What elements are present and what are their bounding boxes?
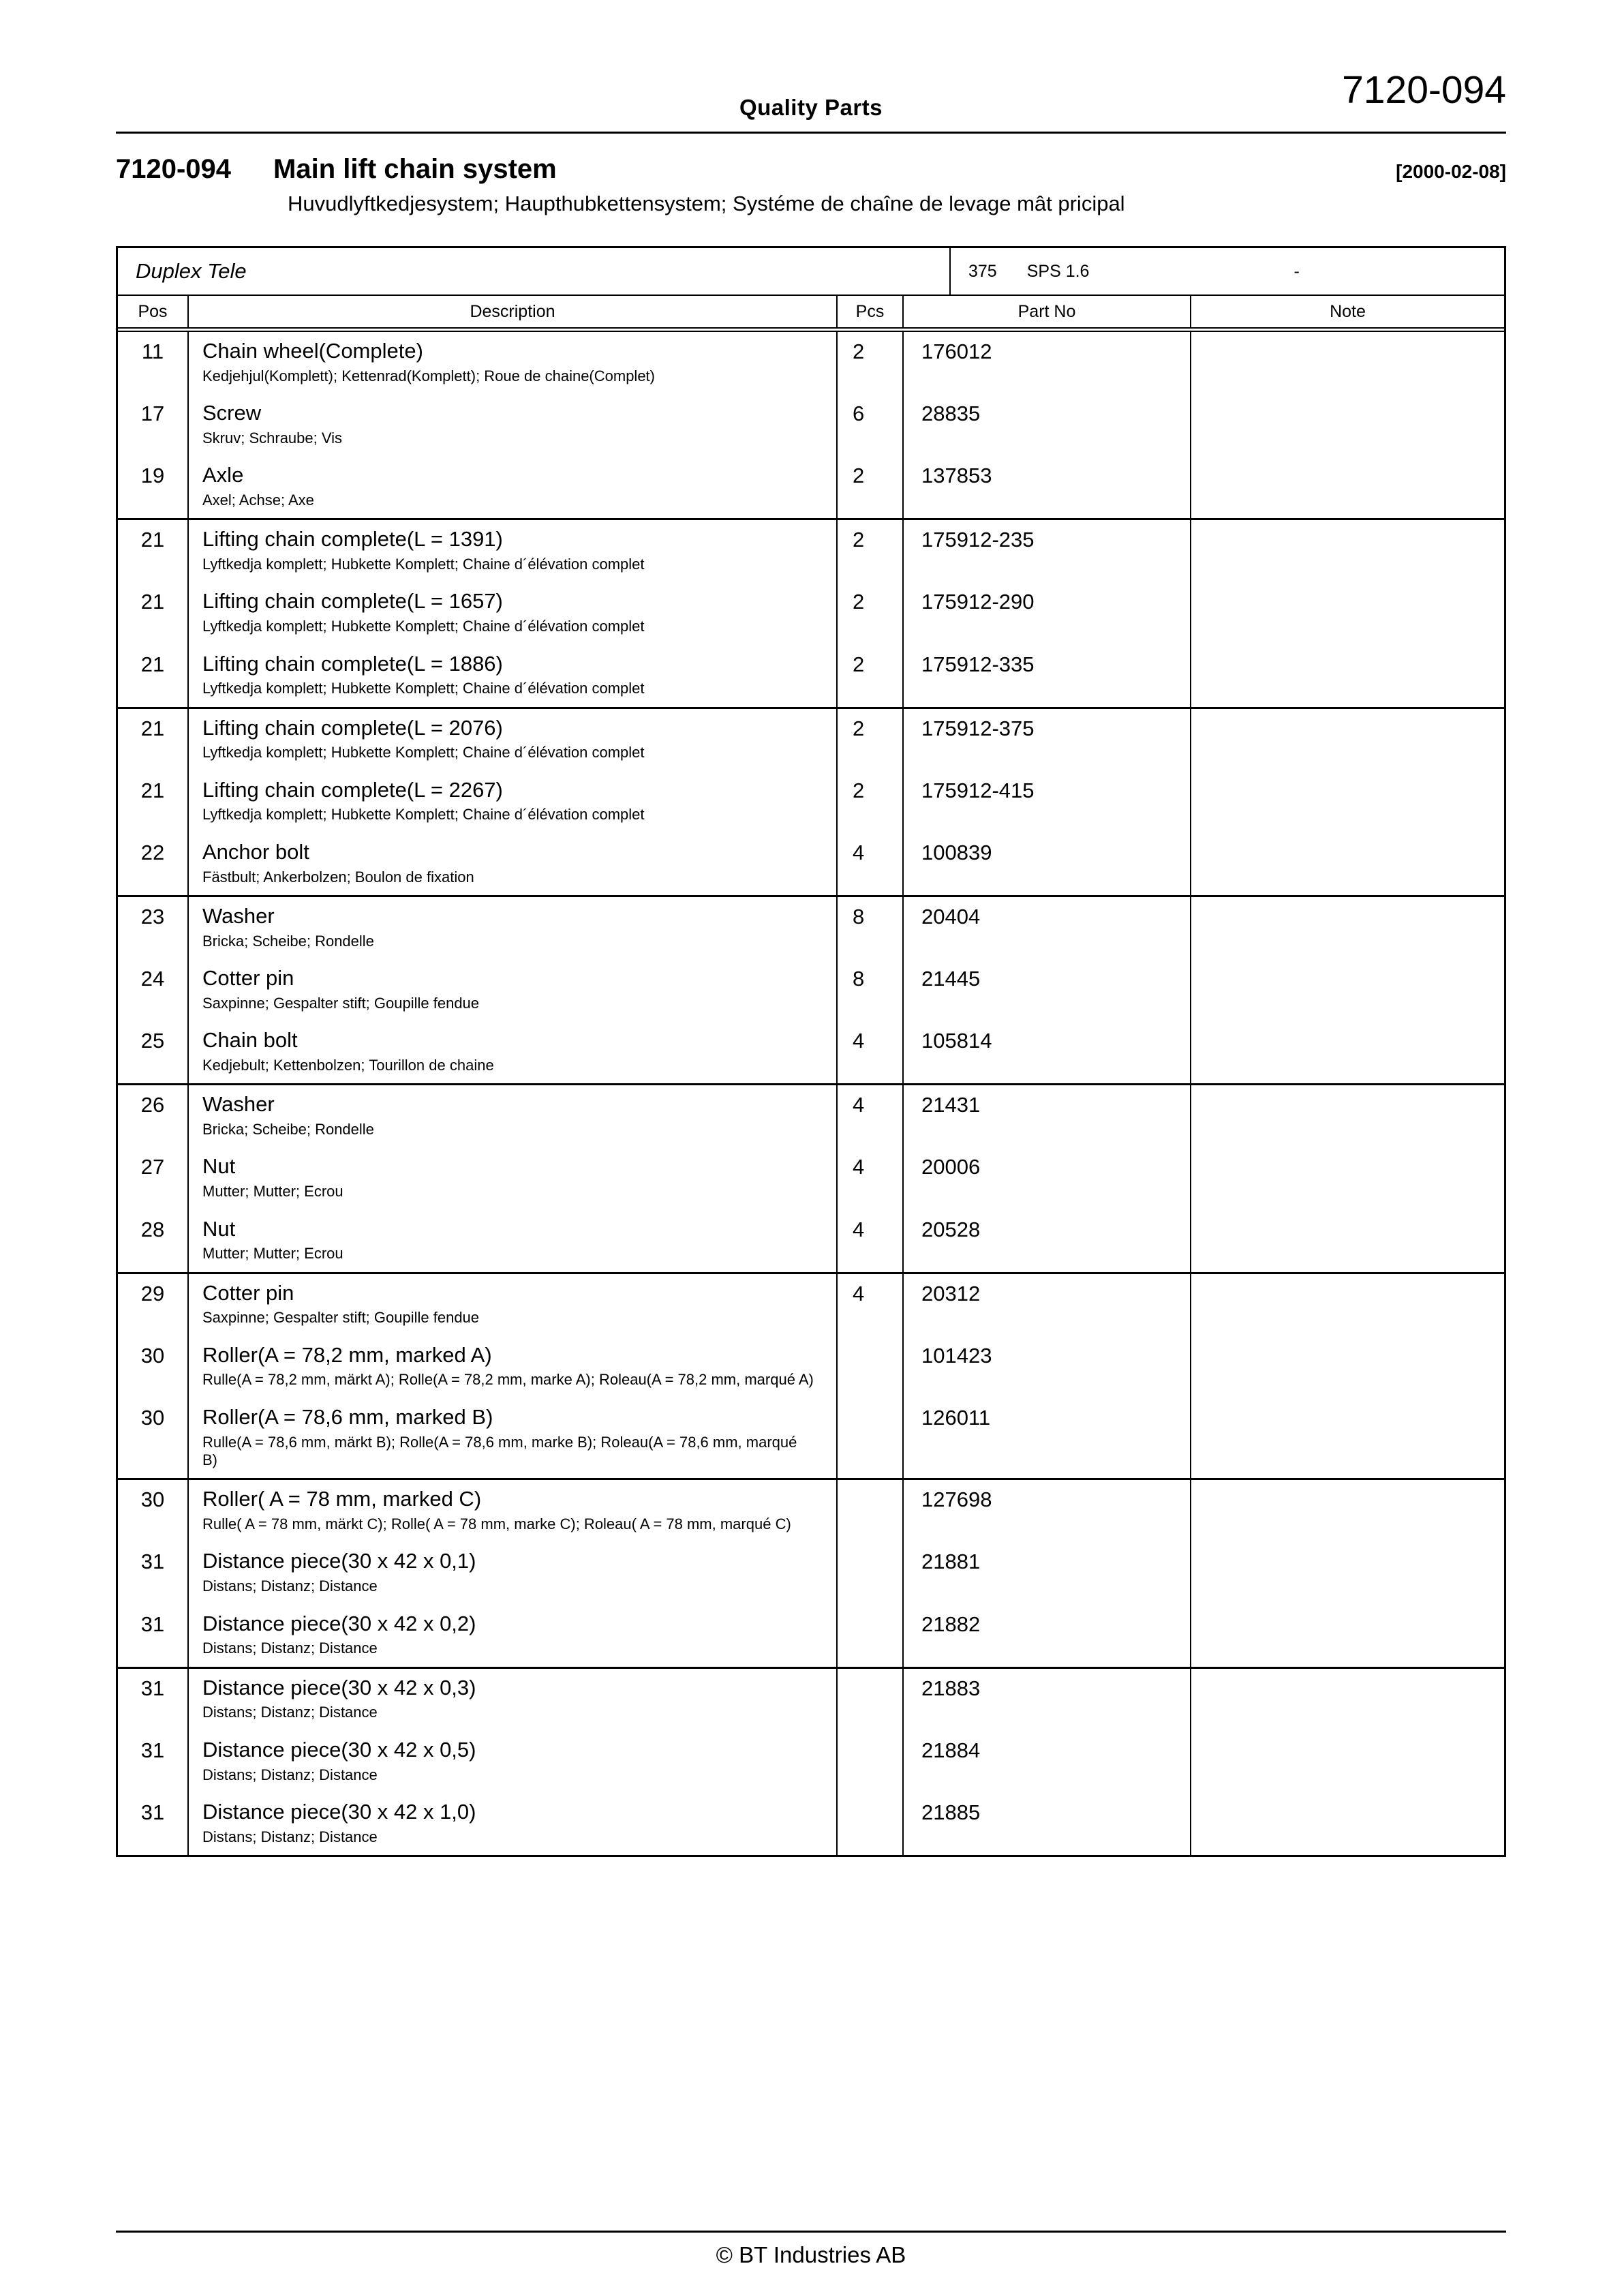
note-cell [1190, 1731, 1504, 1793]
pcs-cell: 4 [836, 1085, 902, 1147]
table-row [118, 1480, 1504, 1542]
table-row [118, 1793, 1504, 1855]
pos-cell: 30 [140, 1405, 165, 1430]
page-header [116, 0, 1506, 134]
page-title: Main lift chain system [273, 154, 557, 184]
table-row [118, 394, 1504, 456]
description-cell [187, 1793, 836, 1855]
note-cell [1190, 709, 1504, 771]
row-group [118, 1274, 1504, 1481]
note-cell [1190, 897, 1504, 959]
note-cell [1190, 1542, 1504, 1604]
column-header-pcs: Pcs [836, 296, 902, 327]
pos-cell: 31 [140, 1550, 165, 1574]
description-cell [187, 1210, 836, 1272]
description-main: Washer [202, 903, 275, 928]
partno-cell: 21885 [902, 1793, 1190, 1855]
row-group [118, 1480, 1504, 1668]
note-cell [1190, 1274, 1504, 1336]
description-main: Chain wheel(Complete) [202, 339, 423, 363]
table-row [118, 456, 1504, 518]
description-main: Roller(A = 78,6 mm, marked B) [202, 1404, 493, 1429]
note-cell [1190, 456, 1504, 518]
table-row [118, 645, 1504, 707]
description-cell [187, 394, 836, 456]
pcs-cell: 6 [836, 394, 902, 456]
note-cell [1190, 1398, 1504, 1479]
title-doc-number: 7120-094 [116, 154, 232, 184]
note-cell [1190, 332, 1504, 394]
page-footer [116, 2231, 1506, 2268]
note-cell [1190, 1021, 1504, 1083]
partno-cell: 175912-415 [902, 771, 1190, 833]
note-cell [1190, 833, 1504, 895]
description-main: Screw [202, 401, 262, 425]
pos-cell: 31 [140, 1738, 165, 1762]
description-main: Lifting chain complete(L = 1886) [202, 651, 503, 676]
partno-cell: 105814 [902, 1021, 1190, 1083]
description-sub: Lyftkedja komplett; Hubkette Komplett; Chaine d´élévation complet [202, 680, 645, 697]
partno-cell: 20404 [902, 897, 1190, 959]
partno-cell: 175912-235 [902, 520, 1190, 582]
table-row [118, 959, 1504, 1021]
table-row [118, 709, 1504, 771]
description-cell [187, 1669, 836, 1731]
pos-cell: 30 [140, 1487, 165, 1512]
description-main: Lifting chain complete(L = 2267) [202, 777, 503, 802]
pcs-cell: 2 [836, 771, 902, 833]
description-cell [187, 520, 836, 582]
description-main: Washer [202, 1092, 275, 1117]
note-cell [1190, 959, 1504, 1021]
description-main: Chain bolt [202, 1028, 298, 1053]
note-cell [1190, 394, 1504, 456]
table-row [118, 1398, 1504, 1479]
pcs-cell: 4 [836, 1021, 902, 1083]
pos-cell: 29 [140, 1281, 165, 1305]
pcs-cell [836, 1336, 902, 1398]
pcs-cell: 8 [836, 959, 902, 1021]
description-main: Anchor bolt [202, 839, 309, 864]
row-group [118, 332, 1504, 520]
note-cell [1190, 520, 1504, 582]
pcs-cell: 4 [836, 1210, 902, 1272]
column-header-partno: Part No [902, 296, 1190, 327]
pos-cell: 31 [140, 1676, 165, 1700]
pos-cell: 21 [140, 590, 165, 614]
description-sub: Distans; Distanz; Distance [202, 1766, 378, 1783]
pcs-cell [836, 1398, 902, 1479]
spec-cell [949, 248, 1504, 294]
description-main: Distance piece(30 x 42 x 0,3) [202, 1675, 476, 1700]
column-header-row [118, 296, 1504, 332]
row-group [118, 897, 1504, 1085]
title-row [116, 154, 1506, 185]
spec-code: 375 [968, 261, 997, 281]
pos-cell: 27 [140, 1155, 165, 1179]
table-row [118, 1147, 1504, 1209]
pcs-cell [836, 1542, 902, 1604]
pcs-cell [836, 1793, 902, 1855]
description-cell [187, 1542, 836, 1604]
description-cell [187, 833, 836, 895]
table-row [118, 520, 1504, 582]
partno-cell: 21883 [902, 1669, 1190, 1731]
description-sub: Rulle( A = 78 mm, märkt C); Rolle( A = 78 mm, marke C); Roleau( A = 78 mm, marqué C) [202, 1515, 791, 1533]
description-sub: Mutter; Mutter; Ecrou [202, 1245, 343, 1263]
description-sub: Lyftkedja komplett; Hubkette Komplett; Chaine d´élévation complet [202, 618, 645, 635]
partno-cell: 21882 [902, 1605, 1190, 1667]
pcs-cell: 2 [836, 709, 902, 771]
note-cell [1190, 1210, 1504, 1272]
pos-cell: 25 [140, 1029, 165, 1053]
description-cell [187, 1021, 836, 1083]
pos-cell: 21 [140, 778, 165, 802]
pos-cell: 23 [140, 904, 165, 928]
description-cell [187, 332, 836, 394]
description-sub: Rulle(A = 78,6 mm, märkt B); Rolle(A = 78,6 mm, marke B); Roleau(A = 78,6 mm, marqué B) [202, 1433, 797, 1468]
description-sub: Lyftkedja komplett; Hubkette Komplett; Chaine d´élévation complet [202, 744, 645, 761]
description-main: Lifting chain complete(L = 1657) [202, 589, 503, 614]
table-row [118, 1542, 1504, 1604]
note-cell [1190, 645, 1504, 707]
note-cell [1190, 1147, 1504, 1209]
description-sub: Distans; Distanz; Distance [202, 1704, 378, 1721]
pos-cell: 31 [140, 1612, 165, 1636]
description-sub: Distans; Distanz; Distance [202, 1828, 378, 1845]
doc-number-top: 7120-094 [1342, 68, 1506, 112]
description-cell [187, 1336, 836, 1398]
pcs-cell: 4 [836, 1147, 902, 1209]
description-cell [187, 1398, 836, 1479]
table-row [118, 582, 1504, 644]
pos-cell: 28 [140, 1217, 165, 1241]
partno-cell: 28835 [902, 394, 1190, 456]
partno-cell: 20528 [902, 1210, 1190, 1272]
description-main: Nut [202, 1216, 236, 1241]
description-main: Lifting chain complete(L = 1391) [202, 527, 503, 552]
table-row [118, 833, 1504, 895]
description-sub: Distans; Distanz; Distance [202, 1577, 378, 1595]
description-main: Distance piece(30 x 42 x 0,1) [202, 1549, 476, 1573]
description-main: Roller( A = 78 mm, marked C) [202, 1487, 482, 1511]
partno-cell: 101423 [902, 1336, 1190, 1398]
pcs-cell: 4 [836, 833, 902, 895]
description-cell [187, 1480, 836, 1542]
pos-cell: 26 [140, 1093, 165, 1117]
partno-cell: 21881 [902, 1542, 1190, 1604]
description-cell [187, 582, 836, 644]
pos-cell: 21 [140, 716, 165, 740]
pcs-cell [836, 1731, 902, 1793]
description-cell [187, 645, 836, 707]
description-sub: Axel; Achse; Axe [202, 491, 314, 509]
pos-cell: 11 [141, 339, 164, 363]
table-row [118, 1210, 1504, 1272]
pos-cell: 21 [140, 652, 165, 676]
description-cell [187, 456, 836, 518]
column-header-note: Note [1190, 296, 1504, 327]
spec-version: SPS 1.6 [1026, 261, 1090, 281]
table-body [118, 332, 1504, 1855]
description-cell [187, 1274, 836, 1336]
note-cell [1190, 1669, 1504, 1731]
note-cell [1190, 1793, 1504, 1855]
page-subtitle: Huvudlyftkedjesystem; Haupthubkettensystem; Systéme de chaîne de levage mât pricipal [288, 192, 1125, 215]
spec-dash: - [1294, 261, 1300, 281]
description-cell [187, 959, 836, 1021]
description-cell [187, 709, 836, 771]
model-row [118, 248, 1504, 296]
table-row [118, 897, 1504, 959]
column-header-pos: Pos [138, 301, 168, 321]
note-cell [1190, 1085, 1504, 1147]
description-sub: Fästbult; Ankerbolzen; Boulon de fixation [202, 868, 474, 886]
note-cell [1190, 582, 1504, 644]
partno-cell: 127698 [902, 1480, 1190, 1542]
partno-cell: 100839 [902, 833, 1190, 895]
description-sub: Distans; Distanz; Distance [202, 1640, 378, 1657]
model-name: Duplex Tele [136, 259, 247, 283]
table-row [118, 1085, 1504, 1147]
table-row [118, 1605, 1504, 1667]
pcs-cell [836, 1480, 902, 1542]
table-row [118, 1021, 1504, 1083]
note-cell [1190, 1480, 1504, 1542]
partno-cell: 175912-335 [902, 645, 1190, 707]
table-row [118, 1669, 1504, 1731]
pos-cell: 31 [140, 1800, 165, 1824]
note-cell [1190, 1605, 1504, 1667]
pcs-cell [836, 1669, 902, 1731]
description-main: Distance piece(30 x 42 x 0,5) [202, 1737, 476, 1762]
description-main: Distance piece(30 x 42 x 1,0) [202, 1799, 476, 1824]
pos-cell: 19 [140, 464, 165, 488]
description-sub: Lyftkedja komplett; Hubkette Komplett; Chaine d´élévation complet [202, 556, 645, 573]
description-sub: Saxpinne; Gespalter stift; Goupille fendue [202, 1309, 480, 1327]
pcs-cell: 2 [836, 456, 902, 518]
partno-cell: 126011 [902, 1398, 1190, 1479]
description-sub: Bricka; Scheibe; Rondelle [202, 932, 374, 950]
note-cell [1190, 1336, 1504, 1398]
table-row [118, 1274, 1504, 1336]
partno-cell: 175912-290 [902, 582, 1190, 644]
description-main: Cotter pin [202, 1280, 294, 1305]
partno-cell: 20006 [902, 1147, 1190, 1209]
description-sub: Bricka; Scheibe; Rondelle [202, 1121, 374, 1138]
description-cell [187, 897, 836, 959]
row-group [118, 520, 1504, 708]
pos-cell: 30 [140, 1343, 165, 1368]
table-row [118, 332, 1504, 394]
footer-copyright: © BT Industries AB [716, 2242, 906, 2267]
row-group [118, 709, 1504, 897]
partno-cell: 175912-375 [902, 709, 1190, 771]
partno-cell: 20312 [902, 1274, 1190, 1336]
description-main: Lifting chain complete(L = 2076) [202, 715, 503, 740]
description-sub: Lyftkedja komplett; Hubkette Komplett; Chaine d´élévation complet [202, 806, 645, 824]
table-row [118, 771, 1504, 833]
description-sub: Mutter; Mutter; Ecrou [202, 1183, 343, 1200]
description-main: Axle [202, 463, 244, 487]
description-sub: Rulle(A = 78,2 mm, märkt A); Rolle(A = 78,2 mm, marke A); Roleau(A = 78,2 mm, marqué A) [202, 1371, 814, 1389]
revision-date: [2000-02-08] [1396, 161, 1506, 182]
partno-cell: 21884 [902, 1731, 1190, 1793]
partno-cell: 21431 [902, 1085, 1190, 1147]
partno-cell: 176012 [902, 332, 1190, 394]
partno-cell: 21445 [902, 959, 1190, 1021]
pcs-cell: 8 [836, 897, 902, 959]
parts-table [116, 246, 1506, 1857]
description-cell [187, 1731, 836, 1793]
row-group [118, 1085, 1504, 1273]
description-cell [187, 771, 836, 833]
pcs-cell: 2 [836, 582, 902, 644]
pcs-cell [836, 1605, 902, 1667]
pcs-cell: 2 [836, 332, 902, 394]
pos-cell: 24 [140, 967, 165, 991]
pcs-cell: 4 [836, 1274, 902, 1336]
description-cell [187, 1605, 836, 1667]
description-main: Cotter pin [202, 966, 294, 991]
description-main: Distance piece(30 x 42 x 0,2) [202, 1611, 476, 1635]
description-main: Roller(A = 78,2 mm, marked A) [202, 1342, 492, 1367]
note-cell [1190, 771, 1504, 833]
description-cell [187, 1085, 836, 1147]
partno-cell: 137853 [902, 456, 1190, 518]
pcs-cell: 2 [836, 520, 902, 582]
description-sub: Saxpinne; Gespalter stift; Goupille fendue [202, 994, 480, 1012]
table-row [118, 1731, 1504, 1793]
brand-text: Quality Parts [739, 95, 883, 120]
description-sub: Skruv; Schraube; Vis [202, 429, 343, 447]
pos-cell: 21 [140, 528, 165, 552]
description-cell [187, 1147, 836, 1209]
table-row [118, 1336, 1504, 1398]
column-header-description: Description [187, 296, 836, 327]
row-group [118, 1669, 1504, 1855]
pos-cell: 17 [140, 402, 165, 426]
description-sub: Kedjebult; Kettenbolzen; Tourillon de chaine [202, 1056, 494, 1074]
description-sub: Kedjehjul(Komplett); Kettenrad(Komplett); Roue de chaine(Complet) [202, 367, 655, 384]
pos-cell: 22 [140, 840, 165, 864]
pcs-cell: 2 [836, 645, 902, 707]
description-main: Nut [202, 1154, 236, 1179]
